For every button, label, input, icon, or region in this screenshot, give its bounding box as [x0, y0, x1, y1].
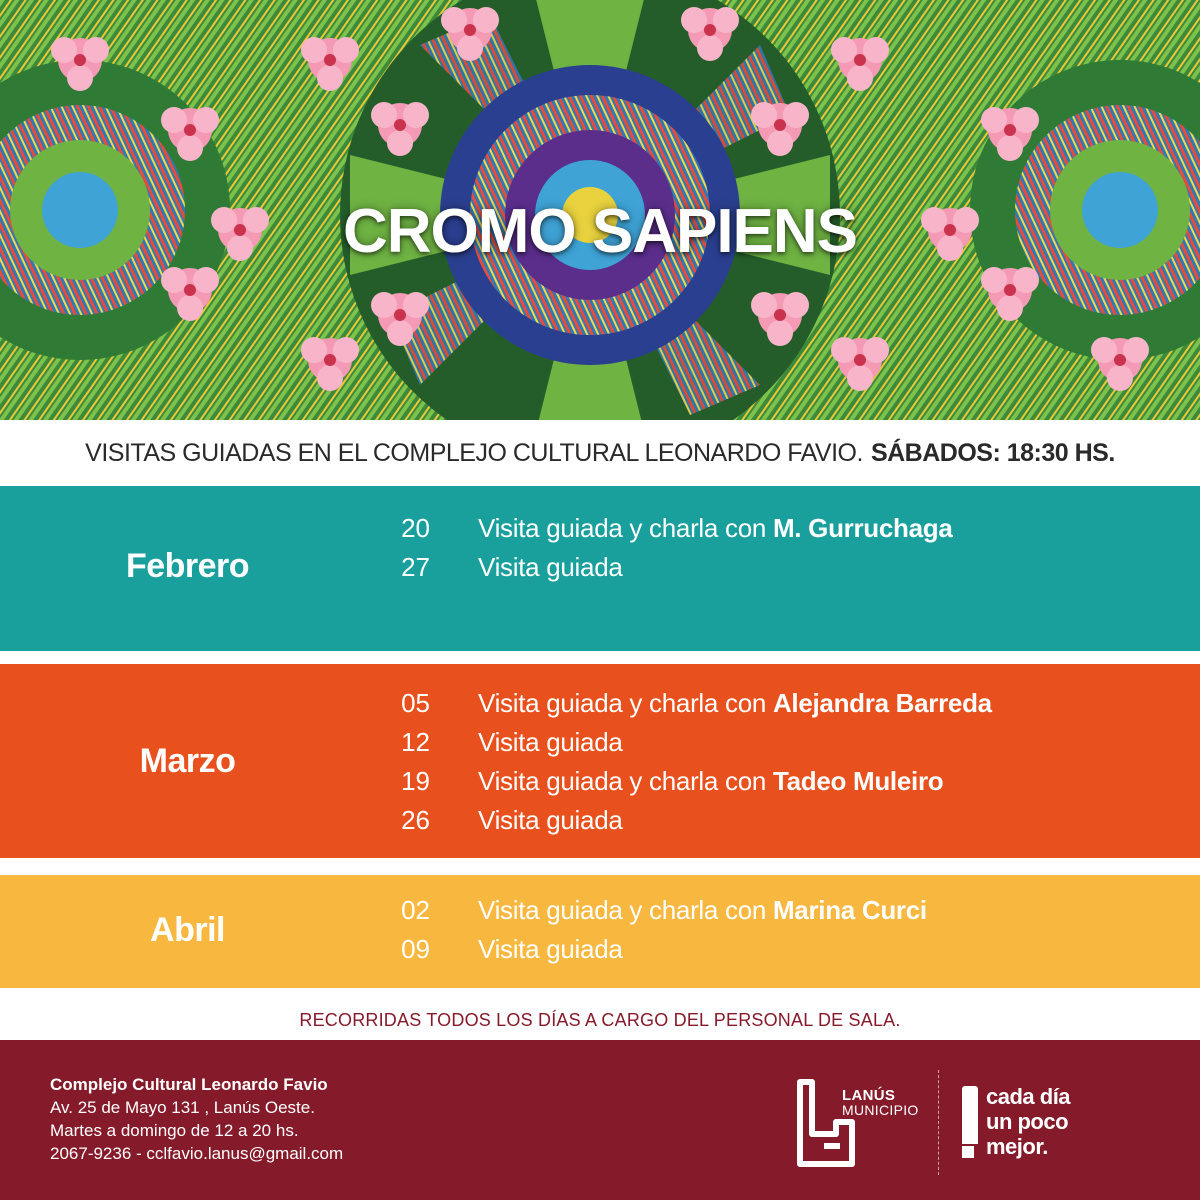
hero-title: CROMO SAPIENS — [342, 197, 858, 266]
schedule-day: 02 — [401, 895, 430, 925]
month-name: Marzo — [139, 742, 236, 780]
month-block-febrero — [0, 486, 1200, 651]
month-name: Abril — [150, 911, 225, 949]
schedule-row — [0, 552, 1200, 591]
venue-hours: Martes a domingo de 12 a 20 hs. — [50, 1121, 299, 1140]
footer — [0, 1040, 1200, 1200]
slogan-line2: un poco — [986, 1109, 1069, 1134]
venue-info — [50, 1073, 343, 1165]
month-name: Febrero — [125, 547, 250, 585]
schedule-row — [0, 895, 1200, 934]
schedule-text: Visita guiada y charla con M. Gurruchaga — [478, 513, 953, 543]
schedule-text: Visita guiada y charla con Tadeo Muleiro — [478, 766, 944, 796]
schedule-text: Visita guiada y charla con Marina Curci — [478, 895, 927, 925]
month-block-marzo — [0, 664, 1200, 858]
subtitle-text: VISITAS GUIADAS EN EL COMPLEJO CULTURAL LEONARDO FAVIO. — [85, 438, 863, 467]
subtitle-bar — [0, 420, 1200, 486]
schedule-text: Visita guiada — [478, 934, 623, 964]
schedule-day: 19 — [401, 766, 430, 796]
schedule-row — [0, 766, 1200, 805]
schedule-row — [0, 688, 1200, 727]
schedule-day: 09 — [401, 934, 430, 964]
daily-tours-note: RECORRIDAS TODOS LOS DÍAS A CARGO DEL PERSONAL DE SALA. — [299, 1009, 901, 1030]
schedule-day: 27 — [401, 552, 430, 582]
guest-name: Tadeo Muleiro — [772, 766, 944, 796]
schedule-text: Visita guiada — [478, 727, 623, 757]
slogan-line1: cada día — [986, 1084, 1071, 1109]
logo-line1: LANÚS — [842, 1087, 896, 1104]
guest-name: Marina Curci — [772, 895, 927, 925]
schedule-text: Visita guiada — [478, 552, 623, 582]
schedule-row — [0, 934, 1200, 973]
venue-contact: 2067-9236 - cclfavio.lanus@gmail.com — [50, 1144, 344, 1163]
schedule-text: Visita guiada y charla con Alejandra Barreda — [478, 688, 992, 718]
logo-divider — [938, 1070, 939, 1175]
slogan-mark-icon — [962, 1086, 980, 1162]
lanus-municipio-logo — [796, 1076, 926, 1176]
guest-name: M. Gurruchaga — [772, 513, 953, 543]
slogan-logo — [962, 1084, 1102, 1174]
venue-name: Complejo Cultural Leonardo Favio — [50, 1075, 328, 1094]
guest-name: Alejandra Barreda — [772, 688, 992, 718]
slogan-line3: mejor. — [986, 1134, 1048, 1159]
month-block-abril — [0, 875, 1200, 988]
schedule-text: Visita guiada — [478, 805, 623, 835]
schedule-day: 26 — [401, 805, 430, 835]
schedule-day: 20 — [401, 513, 430, 543]
schedule-day: 05 — [401, 688, 430, 718]
logo-line2: MUNICIPIO — [842, 1102, 919, 1118]
schedule-row — [0, 727, 1200, 766]
schedule-day: 12 — [401, 727, 430, 757]
schedule-row — [0, 805, 1200, 844]
venue-address: Av. 25 de Mayo 131 , Lanús Oeste. — [50, 1098, 315, 1117]
schedule-row — [0, 513, 1200, 552]
subtitle-schedule: SÁBADOS: 18:30 HS. — [870, 438, 1115, 467]
hero-banner — [0, 0, 1200, 420]
